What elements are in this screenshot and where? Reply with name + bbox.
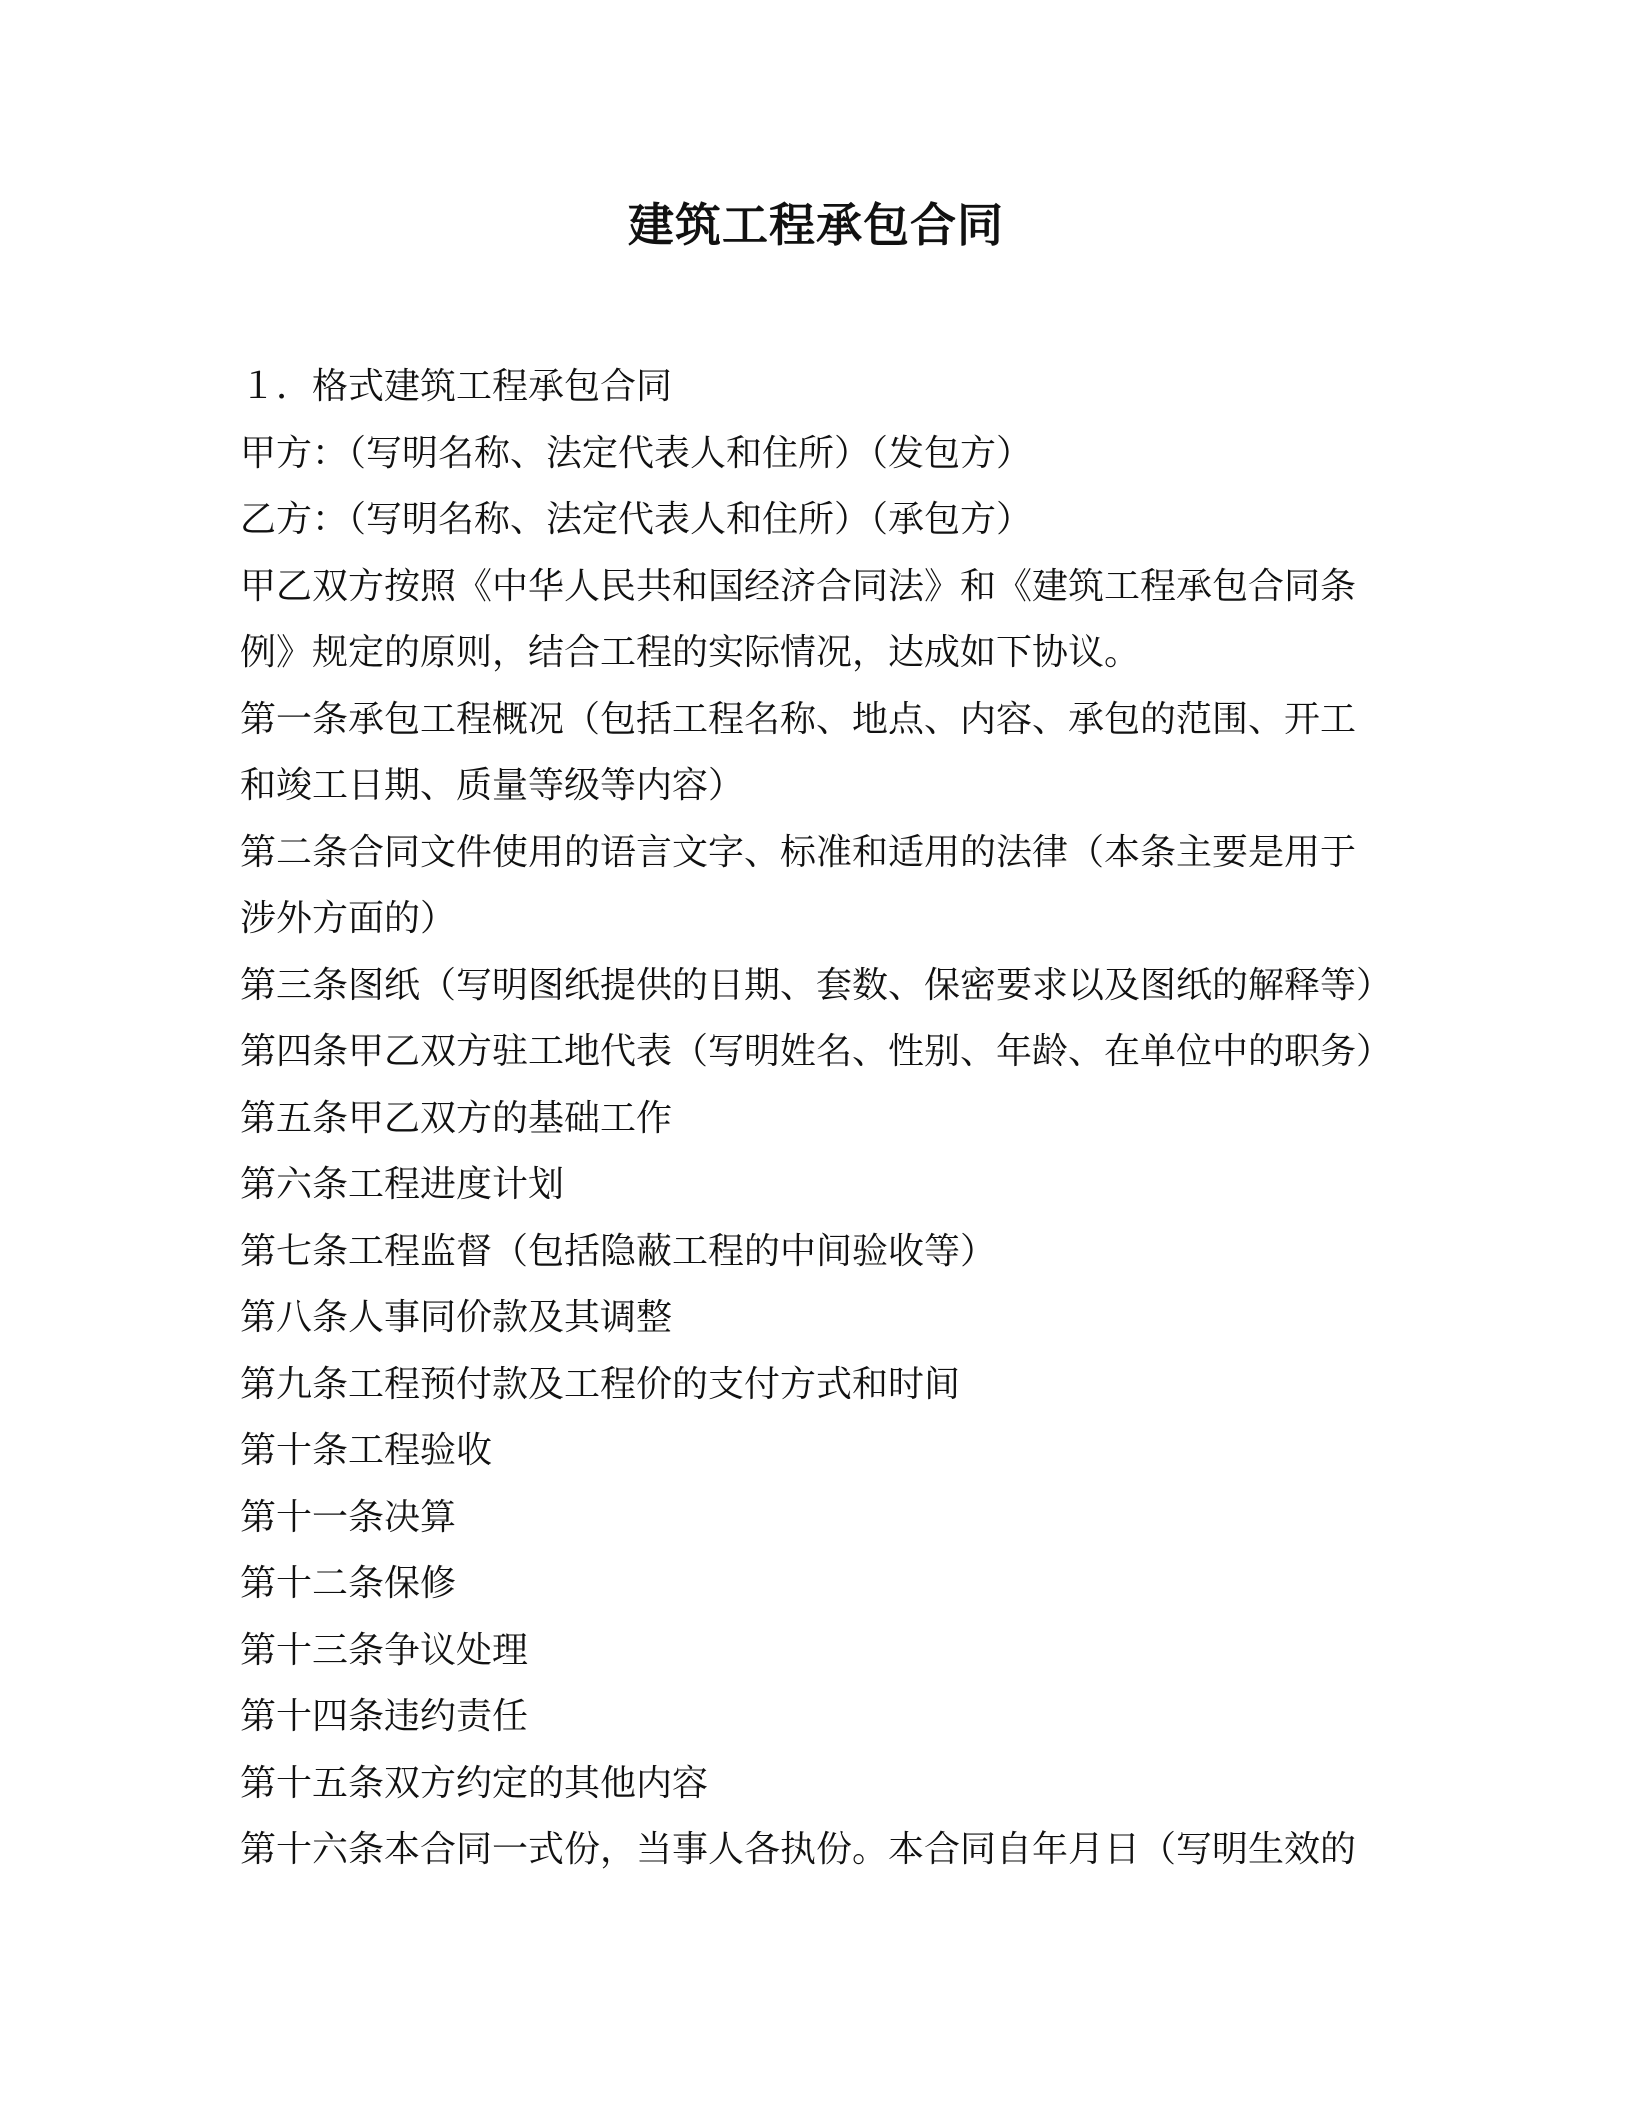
article-line: 第七条工程监督（包括隐蔽工程的中间验收等） xyxy=(240,1230,997,1272)
article-line: 第八条人事同价款及其调整 xyxy=(240,1297,673,1338)
article-line: 第十三条争议处理 xyxy=(240,1629,529,1671)
article-3 xyxy=(240,953,1400,1020)
article-line: 第十五条双方约定的其他内容 xyxy=(240,1762,709,1804)
article-7 xyxy=(240,1219,1400,1286)
article-line: 第一条承包工程概况（包括工程名称、地点、内容、承包的范围、开工 xyxy=(240,698,1357,740)
article-5 xyxy=(240,1086,1400,1153)
article-line: 第三条图纸（写明图纸提供的日期、套数、保密要求以及图纸的解释等） xyxy=(240,964,1393,1006)
article-line: 第九条工程预付款及工程价的支付方式和时间 xyxy=(240,1363,961,1405)
article-13 xyxy=(240,1618,1400,1685)
article-16 xyxy=(240,1817,1400,1884)
article-line: 和竣工日期、质量等级等内容） xyxy=(240,765,745,806)
article-line: 第十一条决算 xyxy=(240,1496,457,1538)
article-line: 第十条工程验收 xyxy=(240,1430,493,1471)
section-heading xyxy=(240,354,1400,421)
article-15 xyxy=(240,1751,1400,1818)
preamble-line: 甲乙双方按照《中华人民共和国经济合同法》和《建筑工程承包合同条 xyxy=(240,565,1357,607)
article-11 xyxy=(240,1485,1400,1552)
article-8 xyxy=(240,1285,1400,1352)
section-heading-text: １．格式建筑工程承包合同 xyxy=(240,366,673,407)
party-a xyxy=(240,421,1400,488)
document-title: 建筑工程承包合同 xyxy=(628,198,1004,252)
article-line: 第五条甲乙双方的基础工作 xyxy=(240,1097,673,1139)
article-14 xyxy=(240,1684,1400,1751)
article-line: 涉外方面的） xyxy=(240,898,457,939)
article-10 xyxy=(240,1418,1400,1485)
article-12 xyxy=(240,1551,1400,1618)
party-a-text: 甲方：（写明名称、法定代表人和住所）（发包方） xyxy=(240,432,1033,474)
document-body xyxy=(240,354,1400,1884)
article-line: 第十六条本合同一式份，当事人各执份。本合同自年月日（写明生效的 xyxy=(240,1829,1357,1870)
article-6 xyxy=(240,1152,1400,1219)
preamble-line: 例》规定的原则，结合工程的实际情况，达成如下协议。 xyxy=(240,632,1141,673)
article-2 xyxy=(240,820,1400,953)
article-line: 第六条工程进度计划 xyxy=(240,1164,565,1205)
party-b-text: 乙方：（写明名称、法定代表人和住所）（承包方） xyxy=(240,499,1033,540)
article-9 xyxy=(240,1352,1400,1419)
party-b xyxy=(240,487,1400,554)
preamble xyxy=(240,554,1400,687)
article-1 xyxy=(240,687,1400,820)
article-4 xyxy=(240,1019,1400,1086)
article-line: 第十四条违约责任 xyxy=(240,1696,529,1737)
article-line: 第十二条保修 xyxy=(240,1563,457,1604)
article-line: 第四条甲乙双方驻工地代表（写明姓名、性别、年龄、在单位中的职务） xyxy=(240,1031,1393,1072)
article-line: 第二条合同文件使用的语言文字、标准和适用的法律（本条主要是用于 xyxy=(240,831,1357,873)
